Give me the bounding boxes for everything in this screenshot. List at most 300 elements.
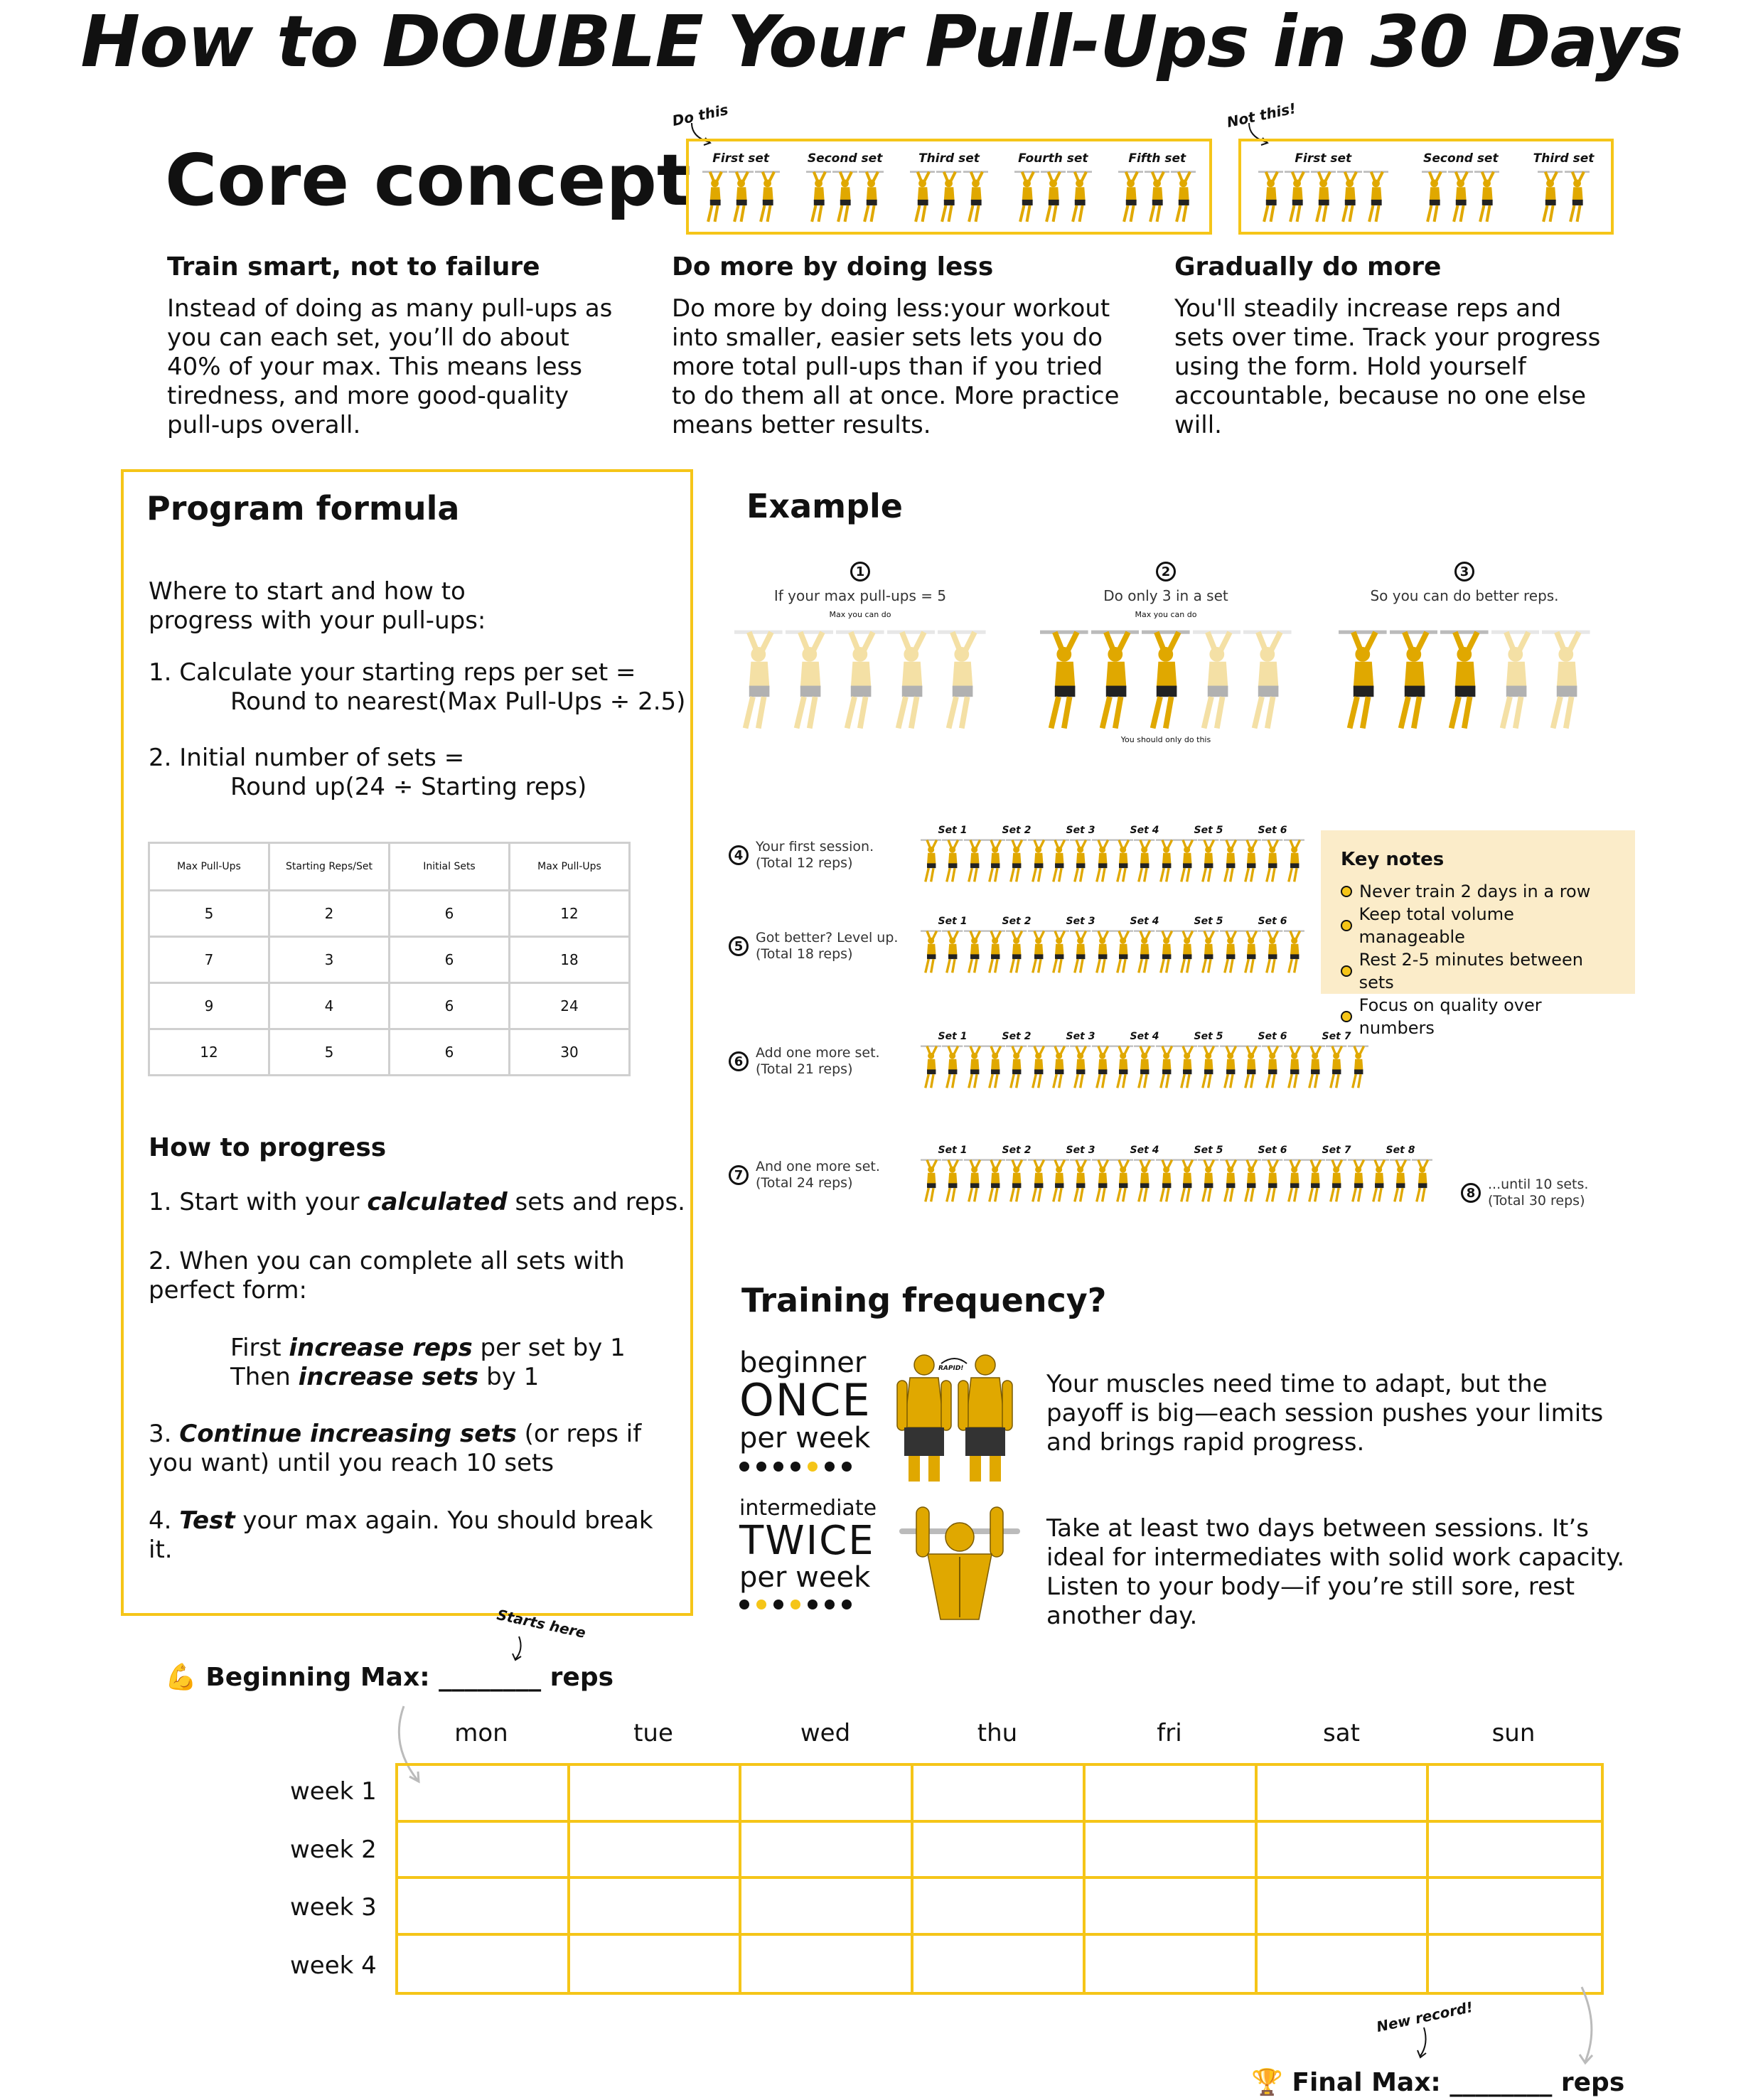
pullup-figure-icon	[1339, 628, 1387, 732]
frequency-per: per week	[739, 1561, 871, 1594]
set-group: Set 6	[1240, 1031, 1304, 1092]
pullup-figure-icon	[936, 170, 961, 224]
pullup-figure-icon	[702, 170, 727, 224]
pullup-figure-icon	[1092, 836, 1113, 886]
set-group: Set 1	[921, 916, 985, 977]
pullup-figure-icon	[985, 1042, 1005, 1092]
set-group: Set 1	[921, 825, 985, 886]
starts-here-note: Starts here	[495, 1606, 588, 1641]
table-cell: 6	[390, 983, 510, 1029]
pullup-figure-icon	[1220, 927, 1240, 977]
set-group: Set 2	[985, 825, 1049, 886]
example-row	[729, 1145, 1432, 1206]
pullup-figure-icon	[1390, 628, 1438, 732]
tracker-cell[interactable]	[1429, 1823, 1601, 1880]
step-line1: Add one more set.	[756, 1045, 880, 1061]
set-group: Third set	[910, 151, 987, 224]
step-number: 3	[1454, 562, 1474, 582]
tracker-cell[interactable]	[1258, 1823, 1430, 1880]
example-row	[729, 825, 1304, 886]
pullup-figure-icon	[1177, 1042, 1197, 1092]
frequency-dots	[739, 1599, 877, 1612]
pullup-figure-icon	[1368, 1156, 1389, 1206]
set-group: Set 1	[921, 1145, 985, 1206]
pullup-figure-icon	[1049, 1042, 1069, 1092]
example-illustration	[718, 562, 1002, 735]
tracker-cell[interactable]	[913, 1766, 1086, 1823]
pullup-figure-icon	[1565, 170, 1590, 224]
bullet-icon	[1341, 1011, 1352, 1022]
key-note-item: Focus on quality over numbers	[1341, 994, 1615, 1039]
do-this-panel	[686, 139, 1212, 235]
table-header: Initial Sets	[390, 843, 510, 891]
page-title: How to DOUBLE Your Pull-Ups in 30 Days	[80, 0, 1683, 83]
pullup-figure-icon	[1171, 170, 1196, 224]
pullup-figure-icon	[1262, 1156, 1282, 1206]
step-line1: Got better? Level up.	[756, 930, 899, 945]
tracker-day-fri: fri	[1157, 1719, 1182, 1747]
tracker-day-sun: sun	[1491, 1719, 1536, 1747]
day-dot-icon	[808, 1462, 818, 1472]
tracker-cell[interactable]	[1086, 1823, 1258, 1880]
pullup-figure-icon	[942, 1042, 963, 1092]
pullup-figure-icon	[1240, 927, 1261, 977]
progress-step2-first: First increase reps per set by 1	[230, 1334, 626, 1362]
set-group: Set 4	[1113, 916, 1177, 977]
pullup-figure-icon	[1198, 1042, 1218, 1092]
set-group: Set 6	[1240, 916, 1304, 977]
program-formula-box	[121, 469, 693, 1616]
set-group: Set 2	[985, 916, 1049, 977]
set-group: Set 4	[1113, 1031, 1177, 1092]
tracker-cell[interactable]	[913, 1823, 1086, 1880]
day-dot-icon	[756, 1600, 766, 1609]
pullup-figure-icon	[1220, 1042, 1240, 1092]
example-row	[729, 916, 1304, 977]
pullup-figure-icon	[1145, 170, 1169, 224]
pullup-figure-icon	[1006, 836, 1027, 886]
pullup-figure-icon	[964, 836, 985, 886]
set-group: Set 4	[1113, 1145, 1177, 1206]
core-concept-title: Core concept	[165, 139, 691, 222]
set-group: Fourth set	[1014, 151, 1092, 224]
table-cell: 9	[149, 983, 269, 1029]
day-dot-icon	[808, 1600, 818, 1609]
table-cell: 6	[390, 1029, 510, 1076]
pullup-figure-icon	[964, 927, 985, 977]
set-group: Set 7	[1304, 1145, 1368, 1206]
pullup-figure-icon	[1092, 927, 1113, 977]
step-line2: (Total 18 reps)	[756, 946, 853, 962]
set-group: Set 2	[985, 1145, 1049, 1206]
pullup-figure-icon	[1474, 170, 1499, 224]
concept-heading: Train smart, not to failure	[167, 252, 540, 282]
formula-step1-expression: Round to nearest(Max Pull-Ups ÷ 2.5)	[230, 687, 686, 716]
day-dot-icon	[773, 1600, 783, 1609]
step-number: 8	[1461, 1183, 1481, 1203]
pullup-figure-icon	[1348, 1042, 1368, 1092]
pullup-figure-icon	[985, 1156, 1005, 1206]
pullup-figure-icon	[1284, 836, 1304, 886]
illustration-bottom-label: You should only do this	[1120, 734, 1211, 744]
concept-column-2	[672, 252, 1127, 440]
pullup-figure-icon	[734, 628, 783, 732]
pullup-figure-icon	[1337, 170, 1362, 224]
intermediate-text: Take at least two days between sessions. It’s ideal for intermediates with solid work capacity. Listen to your body—if you’re still sore, rest another day.	[1046, 1514, 1625, 1630]
pullup-figure-icon	[1326, 1156, 1346, 1206]
tracker-cell[interactable]	[398, 1879, 570, 1936]
tracker-cell[interactable]	[913, 1936, 1086, 1993]
pullup-figure-icon	[1134, 1156, 1154, 1206]
tracker-week-label: week 2	[290, 1835, 377, 1864]
pullup-figure-icon	[1092, 1156, 1113, 1206]
pullup-figure-icon	[1156, 836, 1177, 886]
pullup-figure-icon	[1070, 1042, 1091, 1092]
pullup-figure-icon	[1311, 170, 1336, 224]
tracker-day-wed: wed	[800, 1719, 851, 1747]
not-this-panel	[1238, 139, 1614, 235]
pullup-figure-icon	[1156, 1156, 1177, 1206]
tracker-cell[interactable]	[741, 1766, 913, 1823]
step-line2: (Total 24 reps)	[756, 1175, 853, 1191]
pullup-figure-icon	[942, 836, 963, 886]
pullup-figure-icon	[921, 1156, 941, 1206]
tracker-cell[interactable]	[1258, 1936, 1430, 1993]
pullup-figure-icon	[1041, 170, 1066, 224]
pullup-figure-icon	[1304, 1042, 1325, 1092]
step-number: 2	[1156, 562, 1176, 582]
tracker-cell[interactable]	[570, 1823, 742, 1880]
pullup-figure-icon	[806, 170, 831, 224]
pullup-figure-icon	[786, 628, 834, 732]
example-illustration	[1322, 562, 1607, 735]
pullup-figure-icon	[1014, 170, 1039, 224]
pullup-figure-icon	[729, 170, 754, 224]
table-cell: 2	[269, 891, 390, 937]
day-dot-icon	[842, 1462, 852, 1472]
beginning-max-label[interactable]: 💪 Beginning Max: ________ reps	[165, 1663, 614, 1692]
tracker-week-label: week 4	[290, 1951, 377, 1980]
tracker-cell[interactable]	[1086, 1936, 1258, 1993]
table-cell: 24	[510, 983, 630, 1029]
table-cell: 3	[269, 937, 390, 983]
pullup-figure-icon	[1258, 170, 1283, 224]
pullup-figure-icon	[1240, 836, 1261, 886]
frequency-count: TWICE	[739, 1518, 875, 1564]
step-line2: (Total 12 reps)	[756, 855, 853, 871]
frequency-level: intermediate	[739, 1496, 877, 1521]
day-dot-icon	[791, 1462, 800, 1472]
tracker-cell[interactable]	[1086, 1766, 1258, 1823]
tracker-week-labels	[290, 1763, 377, 1995]
frequency-per: per week	[739, 1422, 871, 1455]
frequency-dots	[739, 1461, 872, 1474]
pullup-figure-icon	[1049, 927, 1069, 977]
table-cell: 6	[390, 891, 510, 937]
pullup-figure-icon	[1284, 927, 1304, 977]
table-cell: 12	[510, 891, 630, 937]
concept-text: You'll steadily increase reps and sets over time. Track your progress using the form. Hold yourself accountable, because no one else will.	[1174, 294, 1601, 439]
pullup-figure-icon	[1113, 927, 1133, 977]
rapid-note: RAPID!	[938, 1365, 964, 1372]
final-arrow-icon	[1560, 1983, 1603, 2069]
tracker-cell[interactable]	[398, 1936, 570, 1993]
beginner-text: Your muscles need time to adapt, but the payoff is big—each session pushes your limits and brings rapid progress.	[1046, 1370, 1604, 1457]
pullup-figure-icon	[887, 628, 936, 732]
concept-heading: Gradually do more	[1174, 252, 1442, 282]
pullup-figure-icon	[1113, 1042, 1133, 1092]
illustration-top-label: Max you can do	[829, 610, 891, 619]
pullup-figure-icon	[1262, 836, 1282, 886]
pullup-figure-icon	[1284, 1042, 1304, 1092]
step-number: 1	[850, 562, 870, 582]
illustration-caption: Do only 3 in a set	[1103, 587, 1228, 604]
pullup-figure-icon	[1262, 927, 1282, 977]
pullup-figure-icon	[1240, 1156, 1261, 1206]
pullup-figure-icon	[964, 1042, 985, 1092]
pullup-figure-icon	[755, 170, 780, 224]
day-dot-icon	[825, 1462, 835, 1472]
pullup-figure-icon	[1220, 1156, 1240, 1206]
tracker-cell[interactable]	[913, 1879, 1086, 1936]
set-group: Set 1	[921, 1031, 985, 1092]
concept-heading: Do more by doing less	[672, 252, 994, 282]
key-note-item: Rest 2-5 minutes between sets	[1341, 948, 1615, 994]
pullup-figure-icon	[1193, 628, 1241, 732]
pullup-figure-icon	[1113, 836, 1133, 886]
pullup-figure-icon	[1156, 1042, 1177, 1092]
pullup-figure-icon	[964, 1156, 985, 1206]
step-line2: (Total 21 reps)	[756, 1061, 853, 1077]
tracker-day-thu: thu	[977, 1719, 1018, 1747]
pullup-figure-icon	[963, 170, 988, 224]
pullup-figure-icon	[1177, 836, 1197, 886]
concept-text: Instead of doing as many pull-ups as you can each set, you’ll do about 40% of your max. This means less tiredness, and more good-quality pull-ups overall.	[167, 294, 613, 439]
pullup-figure-icon	[1040, 628, 1088, 732]
table-cell: 4	[269, 983, 390, 1029]
do-this-note: Do this	[670, 100, 730, 130]
table-cell: 7	[149, 937, 269, 983]
pullup-figure-icon	[1156, 927, 1177, 977]
table-header: Max Pull-Ups	[510, 843, 630, 891]
pullup-figure-icon	[1134, 927, 1154, 977]
pullup-figure-icon	[1284, 1156, 1304, 1206]
tracker-cell[interactable]	[1086, 1879, 1258, 1936]
key-note-item: Keep total volume manageable	[1341, 903, 1615, 948]
day-dot-icon	[739, 1600, 749, 1609]
pullup-figure-icon	[1198, 836, 1218, 886]
pullup-figure-icon	[1240, 1042, 1261, 1092]
table-header: Starting Reps/Set	[269, 843, 390, 891]
table-cell: 5	[149, 891, 269, 937]
formula-step1: 1. Calculate your starting reps per set =	[149, 658, 636, 687]
set-group: Set 3	[1049, 825, 1113, 886]
table-cell: 18	[510, 937, 630, 983]
concept-column-3	[1174, 252, 1615, 440]
pullup-figure-icon	[1243, 628, 1292, 732]
set-group: Set 5	[1177, 1145, 1240, 1206]
step-number: 7	[729, 1165, 749, 1185]
tracker-cell[interactable]	[398, 1766, 570, 1823]
illustration-top-label	[1322, 610, 1607, 623]
tracker-day-mon: mon	[454, 1719, 508, 1747]
pullup-figure-icon	[985, 836, 1005, 886]
training-frequency-heading: Training frequency?	[741, 1281, 1107, 1319]
pullup-figure-icon	[1448, 170, 1473, 224]
example-illustration	[1024, 562, 1308, 744]
pullup-figure-icon	[1348, 1156, 1368, 1206]
set-group: Third set	[1533, 151, 1595, 224]
progress-step2: 2. When you can complete all sets with perfect form:	[149, 1247, 625, 1305]
day-dot-icon	[791, 1600, 800, 1609]
tracker-week-label: week 1	[290, 1777, 377, 1806]
progress-step1: 1. Start with your calculated sets and reps.	[149, 1188, 685, 1216]
pullup-figure-icon	[1363, 170, 1388, 224]
pullup-figure-icon	[985, 927, 1005, 977]
tracker-cell[interactable]	[1429, 1879, 1601, 1936]
program-formula-heading: Program formula	[146, 489, 460, 527]
tracker-day-headers	[395, 1719, 1604, 1747]
tracker-grid	[395, 1763, 1604, 1995]
pullup-figure-icon	[1262, 1042, 1282, 1092]
table-row	[149, 1029, 630, 1076]
pullup-figure-icon	[1177, 1156, 1197, 1206]
pullup-figure-icon	[1304, 1156, 1325, 1206]
tracker-day-sat: sat	[1323, 1719, 1360, 1747]
pullup-figure-icon	[1028, 836, 1049, 886]
tracker-cell[interactable]	[741, 1823, 913, 1880]
day-dot-icon	[825, 1600, 835, 1609]
set-group: Set 3	[1049, 1031, 1113, 1092]
set-group: First set	[1258, 151, 1388, 224]
progress-step2-then: Then increase sets by 1	[230, 1363, 540, 1391]
pullup-figure-icon	[1092, 1042, 1113, 1092]
pullup-figure-icon	[921, 836, 941, 886]
pullup-figure-icon	[1220, 836, 1240, 886]
tracker-cell[interactable]	[570, 1879, 742, 1936]
not-this-note: Not this!	[1225, 100, 1298, 131]
pullup-figure-icon	[1006, 927, 1027, 977]
intermediate-frequency	[739, 1496, 877, 1612]
step-line1: And one more set.	[756, 1159, 880, 1174]
pullup-figure-icon	[1285, 170, 1309, 224]
tracker-week-label: week 3	[290, 1893, 377, 1922]
bullet-icon	[1341, 886, 1352, 897]
step-line1: Your first session.	[756, 839, 874, 855]
set-group: Fifth set	[1118, 151, 1196, 224]
illustration-caption: So you can do better reps.	[1370, 587, 1559, 604]
beginner-frequency	[739, 1347, 872, 1474]
final-max-label[interactable]: 🏆 Final Max: ________ reps	[1251, 2068, 1625, 2097]
pullup-figure-icon	[1070, 927, 1091, 977]
example-row	[729, 1031, 1368, 1092]
set-group: First set	[702, 151, 780, 224]
day-dot-icon	[842, 1600, 852, 1609]
pullup-figure-icon	[921, 1042, 941, 1092]
pullup-figure-icon	[942, 927, 963, 977]
set-group: Set 3	[1049, 916, 1113, 977]
table-cell: 30	[510, 1029, 630, 1076]
tracker-cell[interactable]	[741, 1879, 913, 1936]
set-group: Set 2	[985, 1031, 1049, 1092]
pullup-figure-icon	[1006, 1042, 1027, 1092]
new-record-arrow-icon	[1413, 2026, 1435, 2062]
pullup-figure-icon	[1118, 170, 1143, 224]
set-group: Set 8	[1368, 1145, 1432, 1206]
tracker-cell[interactable]	[1258, 1879, 1430, 1936]
table-header: Max Pull-Ups	[149, 843, 269, 891]
pullup-figure-icon	[942, 1156, 963, 1206]
tracker-cell[interactable]	[570, 1766, 742, 1823]
tracker-cell[interactable]	[741, 1936, 913, 1993]
step-number: 5	[729, 936, 749, 956]
pullup-figure-icon	[1006, 1156, 1027, 1206]
pullup-figure-icon	[1326, 1042, 1346, 1092]
pullup-figure-icon	[1538, 170, 1563, 224]
tracker-cell[interactable]	[1258, 1766, 1430, 1823]
step-line2: (Total 30 reps)	[1488, 1193, 1585, 1209]
pullup-figure-icon	[1198, 927, 1218, 977]
pullup-figure-icon	[1177, 927, 1197, 977]
progress-step4: 4. Test your max again. You should break it.	[149, 1506, 653, 1564]
set-group: Set 6	[1240, 825, 1304, 886]
set-group: Set 3	[1049, 1145, 1113, 1206]
formula-step2: 2. Initial number of sets =	[149, 744, 465, 772]
set-group: Second set	[806, 151, 884, 224]
tracker-cell[interactable]	[1429, 1766, 1601, 1823]
pullup-figure-icon	[1198, 1156, 1218, 1206]
pullup-figure-icon	[1049, 1156, 1069, 1206]
pullup-figure-icon	[1070, 1156, 1091, 1206]
how-to-progress-heading: How to progress	[149, 1133, 387, 1162]
table-row	[149, 891, 630, 937]
example-heading: Example	[746, 487, 903, 525]
pullup-figure-icon	[1422, 170, 1447, 224]
pullup-figure-icon	[859, 170, 884, 224]
step-number: 6	[729, 1051, 749, 1071]
pullup-figure-icon	[1142, 628, 1190, 732]
table-row	[149, 983, 630, 1029]
set-group: Set 5	[1177, 1031, 1240, 1092]
set-group: Set 4	[1113, 825, 1177, 886]
day-dot-icon	[756, 1462, 766, 1472]
progress-step3: 3. Continue increasing sets (or reps if you want) until you reach 10 sets	[149, 1420, 642, 1477]
key-note-item: Never train 2 days in a row	[1341, 880, 1615, 903]
pullup-figure-icon	[921, 927, 941, 977]
formula-step2-expression: Round up(24 ÷ Starting reps)	[230, 773, 587, 801]
table-cell: 6	[390, 937, 510, 983]
frequency-level: beginner	[739, 1346, 867, 1379]
formula-table	[148, 842, 631, 1076]
pullup-figure-icon	[1067, 170, 1092, 224]
concept-column-1	[167, 252, 622, 440]
table-row	[149, 937, 630, 983]
pullup-figure-icon	[1390, 1156, 1410, 1206]
set-group: Set 5	[1177, 825, 1240, 886]
tracker-cell[interactable]	[398, 1823, 570, 1880]
formula-intro: Where to start and how to progress with your pull-ups:	[149, 577, 486, 635]
pullup-figure-icon	[1028, 1156, 1049, 1206]
example-illustrations	[718, 562, 1614, 818]
pullup-figure-icon	[1113, 1156, 1133, 1206]
pullup-figure-icon	[1134, 1042, 1154, 1092]
table-cell: 5	[269, 1029, 390, 1076]
pullup-figure-icon	[1134, 836, 1154, 886]
key-notes-title: Key notes	[1341, 849, 1445, 870]
tracker-cell[interactable]	[570, 1936, 742, 1993]
bullet-icon	[1341, 965, 1352, 977]
pullup-figure-icon	[1028, 1042, 1049, 1092]
